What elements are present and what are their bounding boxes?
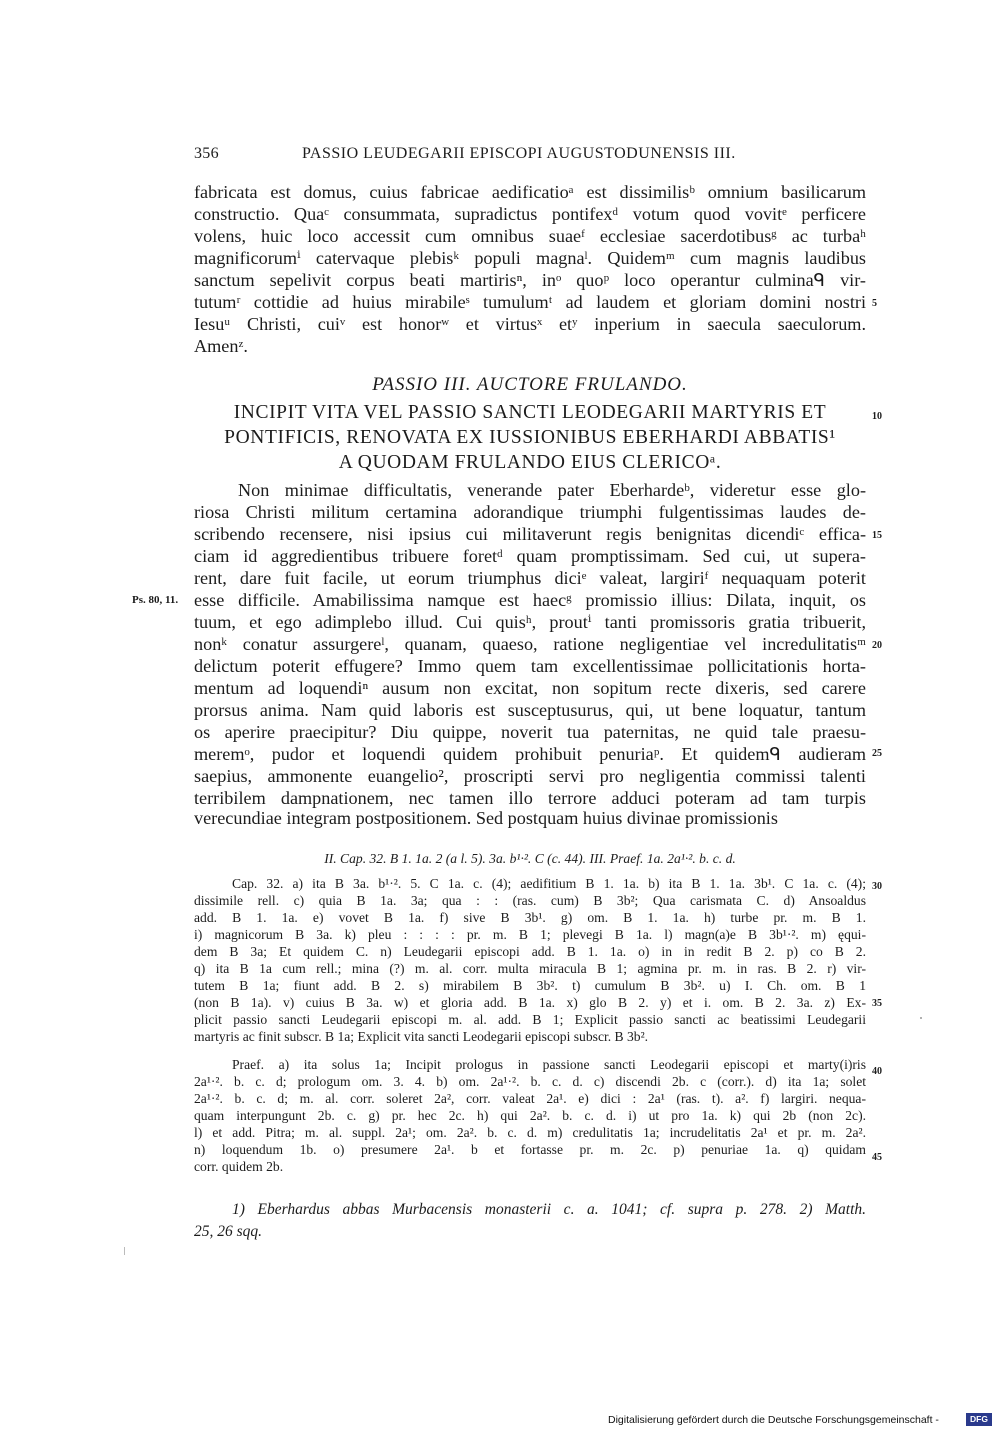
apparatus-sigla: II. Cap. 32. B 1. 1a. 2 (a l. 5). 3a. b¹·². C (c. 44). III. Praef. 1a. 2a¹·². b. c. d. bbox=[324, 851, 736, 866]
footnote-line: 25, 26 sqq. bbox=[194, 1223, 263, 1240]
text-line: saepius, ammonente euangelio², proscripti servi pro negligentia commissi talenti bbox=[194, 766, 866, 786]
text-line: Iesuᵘ Christi, cuiᵛ est honorʷ et virtusˣ etʸ inperium in saecula saeculorum. bbox=[194, 314, 866, 334]
text-line: ciam id aggredientibus tribuere foretᵈ quam promptissimam. Sed cui, ut supera- bbox=[194, 546, 866, 566]
line-number: 40 bbox=[872, 1066, 882, 1077]
chapter-heading-line: INCIPIT VITA VEL PASSIO SANCTI LEODEGARII MARTYRIS ET bbox=[233, 402, 827, 423]
line-number: 5 bbox=[872, 298, 877, 309]
running-title: PASSIO LEUDEGARII EPISCOPI AUGUSTODUNENSIS III. bbox=[302, 145, 736, 162]
apparatus-line: i) magnicorum B 3a. k) pleu : : : : pr. m. B 1; plevegi B 1a. l) magn(a)e B 3b¹·². m) ęqui- bbox=[194, 927, 866, 942]
text-line: rent, dare fuit facile, ut eorum triumphus diciᵉ valeat, largiriᶠ nequaquam poterit bbox=[194, 568, 866, 588]
line-number: 45 bbox=[872, 1152, 882, 1163]
text-line: constructio. Quaᶜ consummata, supradictus pontifexᵈ votum quod vovitᵉ perficere bbox=[194, 204, 866, 224]
apparatus-line: l) et add. Pitra; m. al. suppl. 2a¹; om. 2a². b. c. d. m) credulitatis 1a; incrudelitatis 2a¹ et pr. m. 2a². bbox=[194, 1125, 866, 1140]
apparatus-line: q) ita B 1a cum rell.; mina (?) m. al. corr. multa miracula B 1; agmina pr. m. in ras. B 2. r) vir- bbox=[194, 961, 866, 976]
line-number: 25 bbox=[872, 748, 882, 759]
text-line: mentum ad loquendiⁿ ausum non excitat, non sopitum recte dixeris, sed carere bbox=[194, 678, 866, 698]
apparatus-line: quam interpungunt 2b. c. g) pr. hec 2c. h) qui 2a². b. c. d. i) ut pro 1a. k) qui 2b (non 2c). bbox=[194, 1108, 866, 1123]
text-line: esse difficile. Amabilissima namque est haecᵍ promissio illius: Dilata, inquit, os bbox=[194, 590, 866, 610]
dfg-logo: DFG bbox=[966, 1413, 992, 1426]
text-line: scribendo recensere, nisi ipsius cui militaverunt regis benignitas dicendiᶜ effica- bbox=[194, 524, 866, 544]
text-line: volens, huic loco accessit cum omnibus suaeᶠ ecclesiae sacerdotibusᵍ ac turbaʰ bbox=[194, 226, 866, 246]
text-line: Non minimae difficultatis, venerande pater Eberhardeᵇ, videretur esse glo- bbox=[238, 480, 866, 500]
line-number: 15 bbox=[872, 530, 882, 541]
apparatus-line: Praef. a) ita solus 1a; Incipit prologus in passione sancti Leodegarii episcopi et marty(i)ris bbox=[232, 1057, 866, 1072]
text-line: tutumʳ cottidie ad huius mirabileˢ tumulumᵗ ad laudem et gloriam domini nostri bbox=[194, 292, 866, 312]
apparatus-line: dissimile rell. c) quia B 1a. 3a; qua : : (ras. cum) B 3b²; Qua carismata C. d) Ansoaldus bbox=[194, 893, 866, 908]
apparatus-line: 2a¹·². b. c. d; prologum om. 3. 4. b) om. 2a¹·². b. c. d. c) discendi 2b. c (corr.). d) ita 1a; solet bbox=[194, 1074, 866, 1089]
apparatus-line: add. B 1. 1a. e) vovet B 1a. f) sive B 3b¹. g) om. B 1. 1a. h) turbe pr. m. B 1. bbox=[194, 910, 866, 925]
apparatus-line: martyris ac finit subscr. B 1a; Explicit vita sancti Leodegarii episcopi subscr. B 3b². bbox=[194, 1029, 649, 1044]
text-line: magnificorumⁱ catervaque plebisᵏ populi magnaˡ. Quidemᵐ cum magnis laudibus bbox=[194, 248, 866, 268]
text-line: tuum, et ego adimplebo illud. Cui quisʰ, proutⁱ tanti promissoris gratia tribuerit, bbox=[194, 612, 866, 632]
text-line: os aperire praecipitur? Diu quippe, noverit tua paternitas, ne quid tale praesu- bbox=[194, 722, 866, 742]
margin-reference: Ps. 80, 11. bbox=[132, 594, 179, 606]
text-line: sanctum sepelivit corpus beati martirisⁿ, inᵒ quoᵖ loco operantur culminaᑫ vir- bbox=[194, 270, 866, 290]
chapter-heading-line: A QUODAM FRULANDO EIUS CLERICOᵃ. bbox=[338, 452, 722, 473]
line-number: 20 bbox=[872, 640, 882, 651]
apparatus-line: n) loquendum 1b. o) presumere 2a¹. b et fortasse pr. m. 2c. p) penuriae 1a. q) quidam bbox=[194, 1142, 866, 1157]
apparatus-line: Cap. 32. a) ita B 3a. b¹·². 5. C 1a. c. (4); aedifitium B 1. 1a. b) ita B 1. 1a. 3b¹. C 1a. c. (4); bbox=[232, 876, 866, 891]
chapter-heading-line: PONTIFICIS, RENOVATA EX IUSSIONIBUS EBERHARDI ABBATIS¹ bbox=[224, 427, 836, 448]
footnote-line: 1) Eberhardus abbas Murbacensis monasterii c. a. 1041; cf. supra p. 278. 2) Matth. bbox=[232, 1201, 866, 1218]
page-number: 356 bbox=[194, 145, 219, 162]
apparatus-line: 2a¹·². b. c. d; m. al. corr. soleret 2a², corr. valeat 2a¹. e) dici : 2a¹ (ras. t). a². f) largiri. nequa- bbox=[194, 1091, 866, 1106]
line-number: 35 bbox=[872, 998, 882, 1009]
text-line: terribilem dampnationem, nec tamen illo terrore adduci poteram ad tam turpis bbox=[194, 788, 866, 808]
text-line: fabricata est domus, cuius fabricae aedificatioᵃ est dissimilisᵇ omnium basilicarum bbox=[194, 182, 866, 202]
line-number: 10 bbox=[872, 411, 882, 422]
line-number: 30 bbox=[872, 881, 882, 892]
text-line: Amenᶻ. bbox=[194, 336, 248, 356]
scan-mark bbox=[124, 1247, 125, 1255]
text-line: nonᵏ conatur assurgereˡ, quanam, quaeso, ratione negligentiae vel incredulitatisᵐ bbox=[194, 634, 866, 654]
section-title: PASSIO III. AUCTORE FRULANDO. bbox=[372, 374, 688, 395]
text-line: meremᵒ, pudor et loquendi quidem prohibuit penuriaᵖ. Et quidemᑫ audieram bbox=[194, 744, 866, 764]
digitization-credit: Digitalisierung gefördert durch die Deutsche Forschungsgemeinschaft - bbox=[608, 1414, 939, 1426]
scan-speck bbox=[920, 1017, 922, 1019]
text-line: prorsus anima. Nam quid laboris est susceptusurus, qui, ut bene loquatur, tantum bbox=[194, 700, 866, 720]
apparatus-line: dem B 3a; Et quidem C. n) Leudegarii episcopi add. B 1. 1a. o) in in redit B 2. p) co B 2. bbox=[194, 944, 866, 959]
apparatus-line: plicit passio sancti Leudegarii episcopi m. al. add. B 1; Explicit passio sancti ac beatissimi Leudegarii bbox=[194, 1012, 866, 1027]
text-line: delictum poterit effugere? Immo quem tam excellentissimae pollicitationis horta- bbox=[194, 656, 866, 676]
apparatus-line: tutem B 1a; fiunt add. B 2. s) mirabilem B 3b². t) cumulum B 3b². u) I. Ch. om. B 1 bbox=[194, 978, 866, 993]
apparatus-line: (non B 1a). v) cuius B 3a. w) et gloria add. B 1a. x) glo B 2. y) et i. om. B 2. 3a. z) Ex- bbox=[194, 995, 866, 1010]
apparatus-line: corr. quidem 2b. bbox=[194, 1159, 284, 1174]
text-line: riosa Christi militum certamina adorandique triumphi fulgentissimas laudes de- bbox=[194, 502, 866, 522]
text-line: verecundiae integram postpositionem. Sed postquam huius divinae promissionis bbox=[194, 808, 778, 828]
